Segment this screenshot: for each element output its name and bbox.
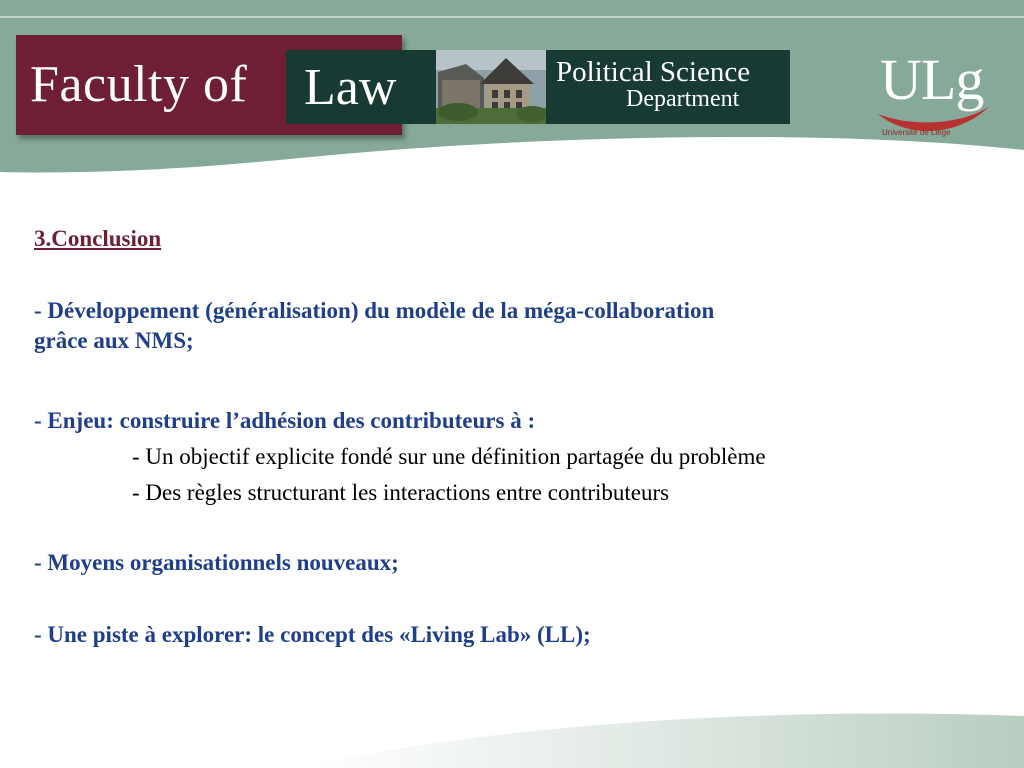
ulg-logo [874, 44, 992, 144]
footer-swoosh [0, 700, 1024, 768]
faculty-title: Faculty of [30, 56, 248, 113]
section-heading: 3.Conclusion [34, 226, 162, 251]
ulg-logo-subtitle: Université de Liège [882, 128, 951, 137]
law-banner [286, 50, 436, 124]
ulg-logo-text: ULg [880, 47, 984, 112]
law-title: Law [304, 59, 397, 116]
bullet-development-line-1: - Développement (généralisation) du modèle de la méga-collaboration [34, 298, 715, 323]
department-banner [546, 50, 790, 124]
building-photo [436, 50, 546, 124]
sub-bullet-regles: - Des règles structurant les interactions entre contributeurs [132, 480, 670, 505]
sub-bullet-objectif: - Un objectif explicite fondé sur une définition partagée du problème [132, 444, 766, 469]
header-band [0, 0, 1024, 176]
bullet-moyens: - Moyens organisationnels nouveaux; [34, 550, 399, 575]
bullet-enjeu: - Enjeu: construire l’adhésion des contributeurs à : [34, 408, 536, 433]
department-line-2: Department [626, 86, 740, 112]
bullet-development-line-2: grâce aux NMS; [34, 328, 194, 353]
bullet-development [34, 296, 994, 356]
department-line-1: Political Science [556, 56, 751, 88]
bullet-living-lab: - Une piste à explorer: le concept des «Living Lab» (LL); [34, 622, 591, 647]
